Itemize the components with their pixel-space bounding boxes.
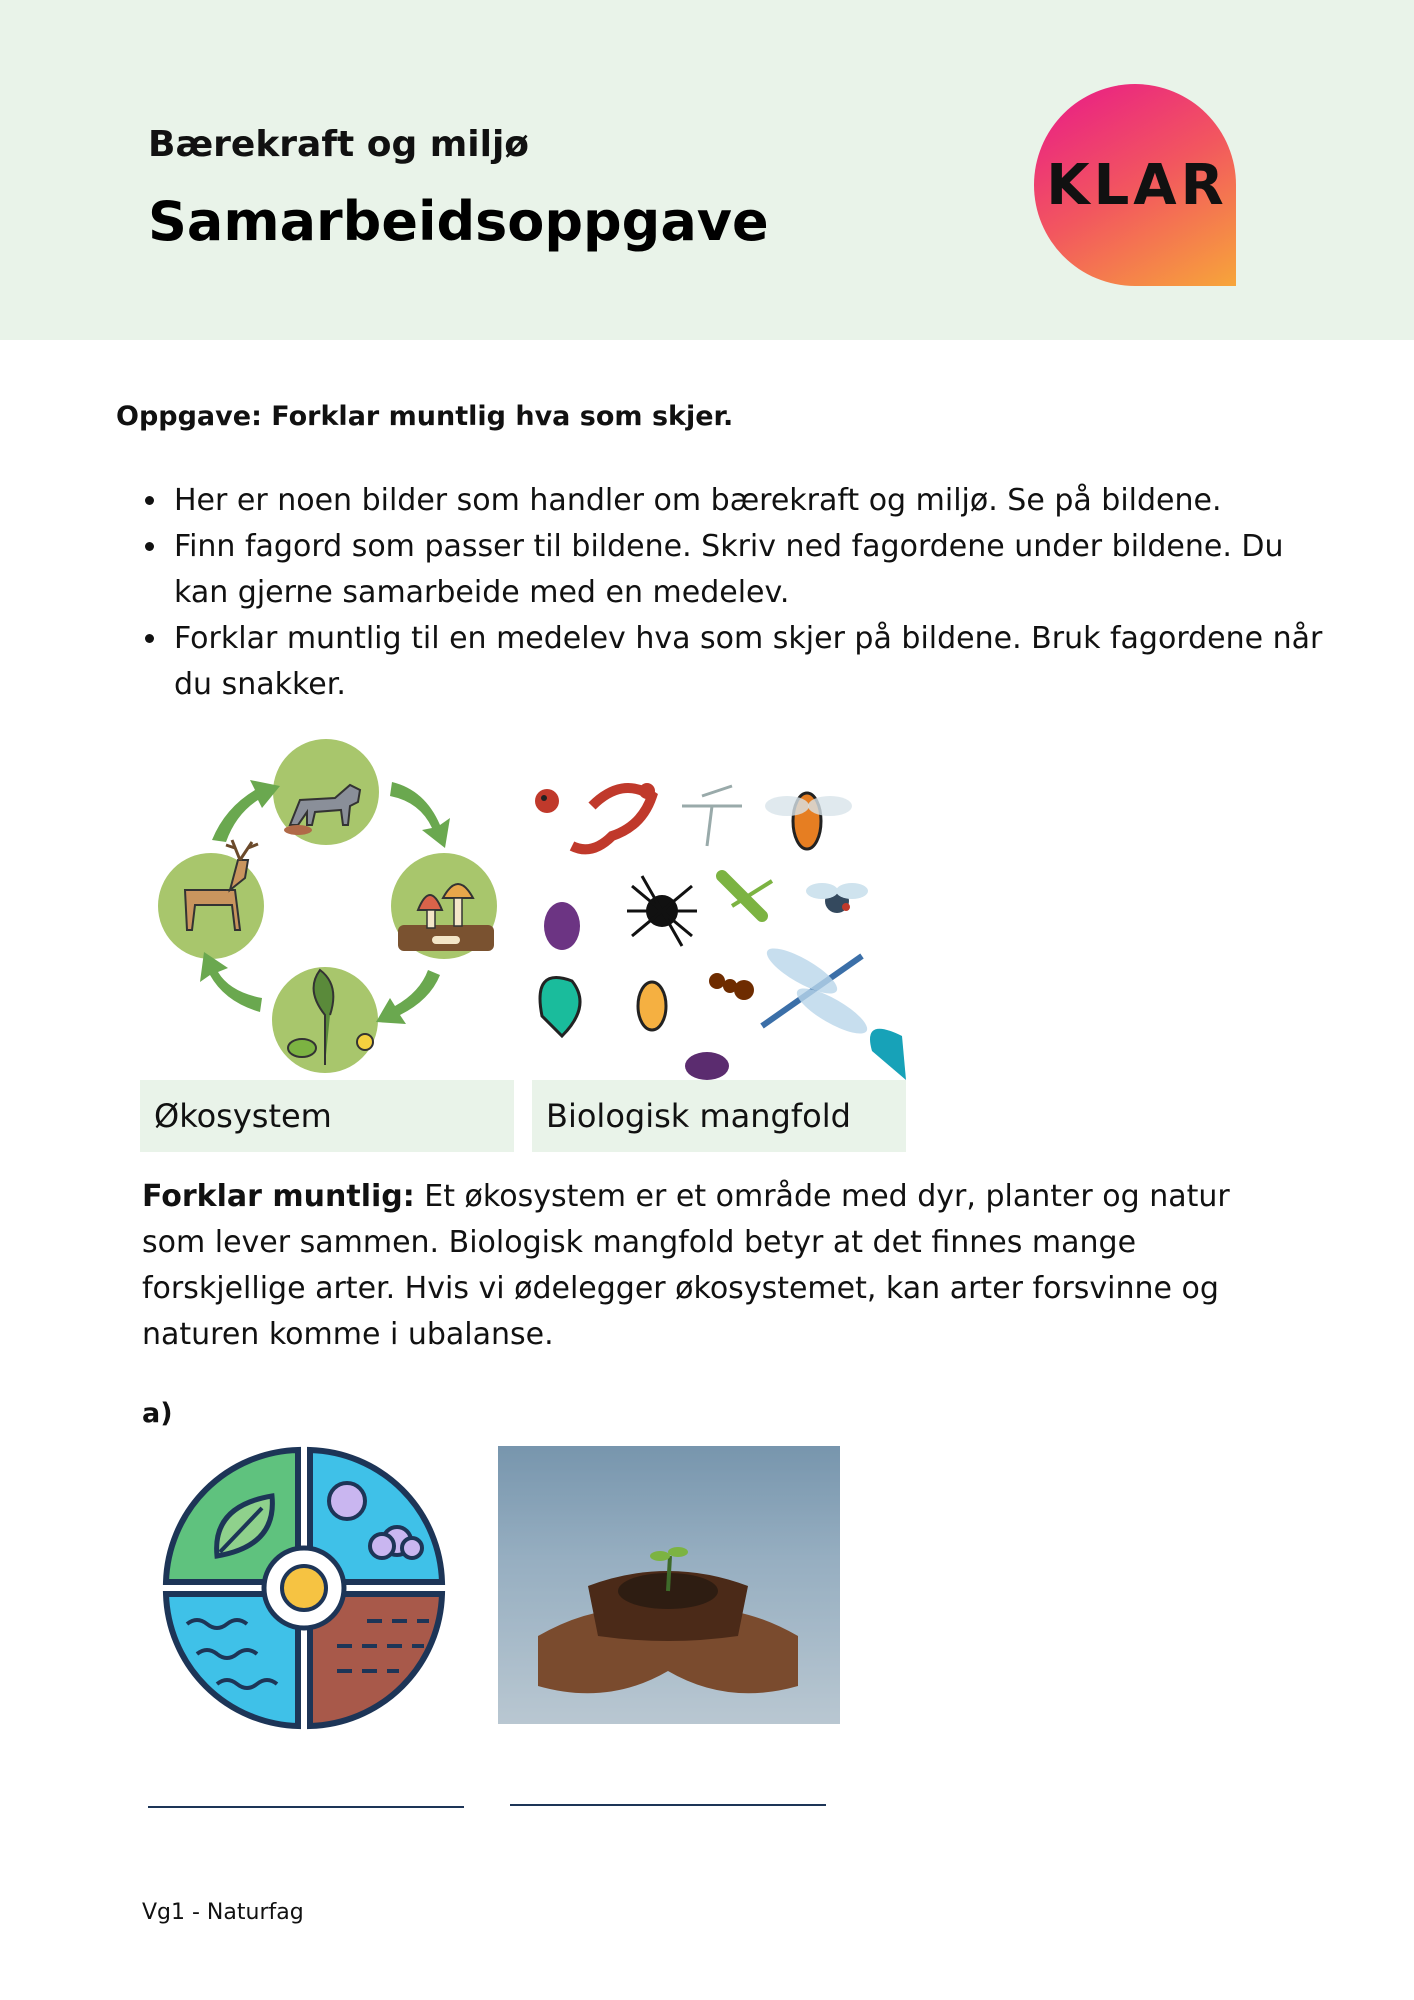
- ladybug-icon: [535, 789, 559, 813]
- hands-holding-seedling-photo: [498, 1446, 840, 1724]
- instruction-item: • Her er noen bilder som handler om bærekraft og miljø. Se på bildene.: [170, 478, 1330, 524]
- explain-text: Et økosystem er et område med dyr, planter og natur som lever sammen. Biologisk mangfold betyr at det finnes mange forskjellige arter. Hvis vi ødelegger økosystemet, kan arter forsvinne og naturen komme i ubalanse.: [142, 1179, 1230, 1352]
- mosquito-icon: [682, 786, 742, 846]
- spider-icon: [627, 876, 697, 946]
- caption-box: Økosystem: [140, 1080, 514, 1152]
- klar-logo: [1034, 84, 1236, 286]
- instruction-item: • Forklar muntlig til en medelev hva som skjer på bildene. Bruk fagordene når du snakker.: [170, 616, 1330, 708]
- dragonfly-icon: [761, 941, 872, 1042]
- header-subtitle: Bærekraft og miljø: [148, 124, 530, 165]
- answer-line[interactable]: [510, 1804, 826, 1806]
- stag-beetle-icon: [685, 1052, 729, 1080]
- caption-box: Biologisk mangfold: [532, 1080, 906, 1152]
- instruction-item: • Finn fagord som passer til bildene. Skriv ned fagordene under bildene. Du kan gjerne samarbeide med en medelev.: [170, 524, 1330, 616]
- ant-icon: [709, 973, 754, 1000]
- wasp-icon: [765, 793, 852, 849]
- header-band: [0, 0, 1414, 340]
- footer-text: Vg1 - Naturfag: [142, 1900, 304, 1925]
- page-title: Samarbeidsoppgave: [148, 190, 769, 253]
- fly-icon: [806, 883, 868, 913]
- butterfly-icon: [540, 978, 580, 1036]
- explain-label: Forklar muntlig:: [142, 1179, 415, 1214]
- part-a-label: a): [142, 1398, 173, 1429]
- beetle-icon: [544, 902, 580, 950]
- logo-text: KLAR: [1046, 152, 1228, 218]
- explain-paragraph: [142, 1174, 1292, 1358]
- insects-pattern-image: [532, 766, 906, 1080]
- grasshopper-icon: [722, 876, 772, 916]
- butterfly-icon: [870, 1029, 906, 1080]
- scorpion-icon: [572, 783, 655, 849]
- bee-icon: [638, 982, 666, 1030]
- sun-icon: [282, 1566, 326, 1610]
- answer-line[interactable]: [148, 1806, 464, 1808]
- instruction-list: [134, 478, 1330, 708]
- task-title: Oppgave: Forklar muntlig hva som skjer.: [116, 401, 734, 432]
- environment-elements-icon: [162, 1446, 446, 1730]
- ecosystem-cycle-icon: [140, 730, 510, 1080]
